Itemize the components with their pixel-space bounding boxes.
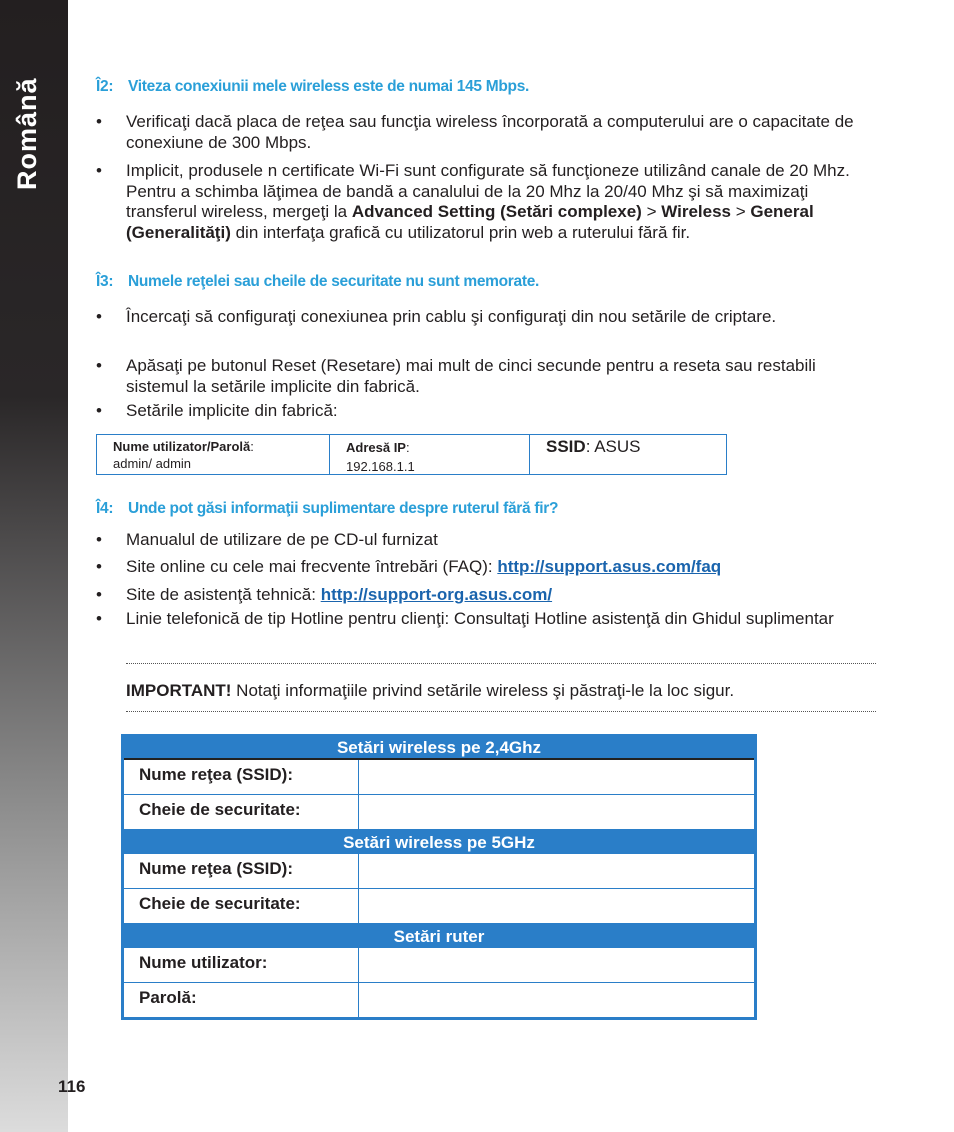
bullet: • [96, 161, 102, 180]
field-label: Nume reţea (SSID): [124, 854, 359, 888]
divider [126, 711, 876, 712]
form-row [124, 853, 754, 888]
bullet-text: Site online cu cele mai frecvente întrebări (FAQ): [126, 557, 498, 576]
question-number: Î4: [96, 500, 114, 517]
bullet: • [96, 609, 102, 628]
bullet: • [96, 356, 102, 375]
list-item [96, 530, 876, 551]
question-4-heading [96, 500, 558, 518]
question-3-heading [96, 273, 539, 291]
text: din interfaţa grafică cu utilizatorul prin web a ruterului fără fir. [230, 222, 691, 242]
bullet-text: Apăsaţi pe butonul Reset (Resetare) mai mult de cinci secunde pentru a reseta sau restabili sistemul la setările implicite din fabrică. [126, 356, 816, 396]
text: Implicit, produsele n certificate Wi-Fi sunt configurate să funcţioneze utilizând canale de 20 Mhz. Pentru a schimba lăţimea de bandă a canalului de la 20 Mhz la 20/40 Mhz şi să maximizaţi transferul wireless, mergeţi la [126, 161, 850, 221]
important-label: IMPORTANT! [126, 681, 232, 700]
question-number: Î3: [96, 273, 114, 290]
key-5-field[interactable] [359, 889, 754, 923]
page-number: 116 [58, 1077, 86, 1096]
bullet-text [126, 161, 876, 243]
field-label: Cheie de securitate: [124, 889, 359, 923]
bullet-text: Site de asistenţă tehnică: [126, 585, 321, 604]
bullet: • [96, 585, 102, 604]
ssid-5-field[interactable] [359, 854, 754, 888]
form-row [124, 982, 754, 1017]
bullet-text: Încercaţi să configuraţi conexiunea prin cablu şi configuraţi din nou setările de criptare. [126, 307, 777, 326]
value: ASUS [594, 437, 641, 456]
menu-path-wireless: Wireless [661, 202, 731, 221]
field-label: Nume utilizator: [124, 948, 359, 982]
colon: : [405, 440, 410, 455]
bullet: • [96, 557, 102, 576]
question-number: Î2: [96, 78, 114, 95]
language-sidebar [0, 0, 68, 1132]
label: Adresă IP [346, 440, 406, 455]
default-ip-cell [330, 435, 530, 474]
username-field[interactable] [359, 948, 754, 982]
wireless-settings-form [121, 734, 757, 1020]
colon: : [585, 437, 595, 456]
separator: > [731, 202, 751, 221]
bullet: • [96, 530, 102, 549]
menu-path-advanced: Advanced Setting (Setări complexe) [351, 202, 642, 221]
bullet-text: Linie telefonică de tip Hotline pentru clienţi: Consultaţi Hotline asistenţă din Ghidul suplimentar [126, 609, 834, 628]
form-row [124, 888, 754, 923]
list-item [96, 557, 876, 578]
label: Nume utilizator/Parolă [113, 439, 251, 454]
separator: > [641, 202, 662, 221]
question-title: Viteza conexiunii mele wireless este de numai 145 Mbps. [128, 78, 530, 95]
bullet-text: Verificaţi dacă placa de reţea sau funcţia wireless încorporată a computerului are o capacitate de conexiune de 300 Mbps. [126, 112, 854, 152]
form-row [124, 758, 754, 794]
list-item [96, 401, 876, 422]
list-item [96, 161, 876, 243]
form-row [124, 947, 754, 982]
default-settings-table [96, 434, 727, 475]
bullet: • [96, 401, 102, 420]
list-item [96, 356, 876, 397]
list-item [96, 609, 876, 630]
list-item [96, 585, 876, 606]
default-ssid-cell [530, 435, 726, 474]
label: SSID [546, 437, 586, 456]
bullet-text: Setările implicite din fabrică: [126, 401, 338, 420]
value: 192.168.1.1 [346, 459, 415, 474]
ssid-24-field[interactable] [359, 760, 754, 794]
important-note [126, 681, 734, 701]
default-user-cell [97, 435, 330, 474]
password-field[interactable] [359, 983, 754, 1017]
section-header-2-4ghz: Setări wireless pe 2,4Ghz [336, 738, 542, 757]
section-header-router: Setări ruter [393, 927, 485, 946]
support-link[interactable]: http://support-org.asus.com/ [320, 585, 553, 604]
sidebar-language-title: Română [12, 77, 42, 190]
menu-path-general: General (Generalităţi) [126, 202, 814, 242]
question-title: Numele reţelei sau cheile de securitate nu sunt memorate. [128, 273, 540, 290]
section-header-5ghz: Setări wireless pe 5GHz [343, 833, 535, 852]
form-row [124, 794, 754, 829]
value: admin/ admin [113, 456, 192, 471]
bullet: • [96, 112, 102, 131]
important-text: Notaţi informaţiile privind setările wireless şi păstraţi-le la loc sigur. [231, 681, 735, 700]
field-label: Nume reţea (SSID): [124, 760, 359, 794]
list-item [96, 307, 876, 328]
faq-link[interactable]: http://support.asus.com/faq [497, 557, 722, 576]
key-24-field[interactable] [359, 795, 754, 829]
bullet: • [96, 307, 102, 326]
bullet-text: Manualul de utilizare de pe CD-ul furnizat [126, 530, 438, 549]
field-label: Parolă: [124, 983, 359, 1017]
question-2-heading [96, 78, 529, 96]
field-label: Cheie de securitate: [124, 795, 359, 829]
list-item [96, 112, 876, 153]
colon: : [250, 439, 254, 454]
divider [126, 663, 876, 664]
question-title: Unde pot găsi informaţii suplimentare despre ruterul fără fir? [128, 500, 559, 517]
